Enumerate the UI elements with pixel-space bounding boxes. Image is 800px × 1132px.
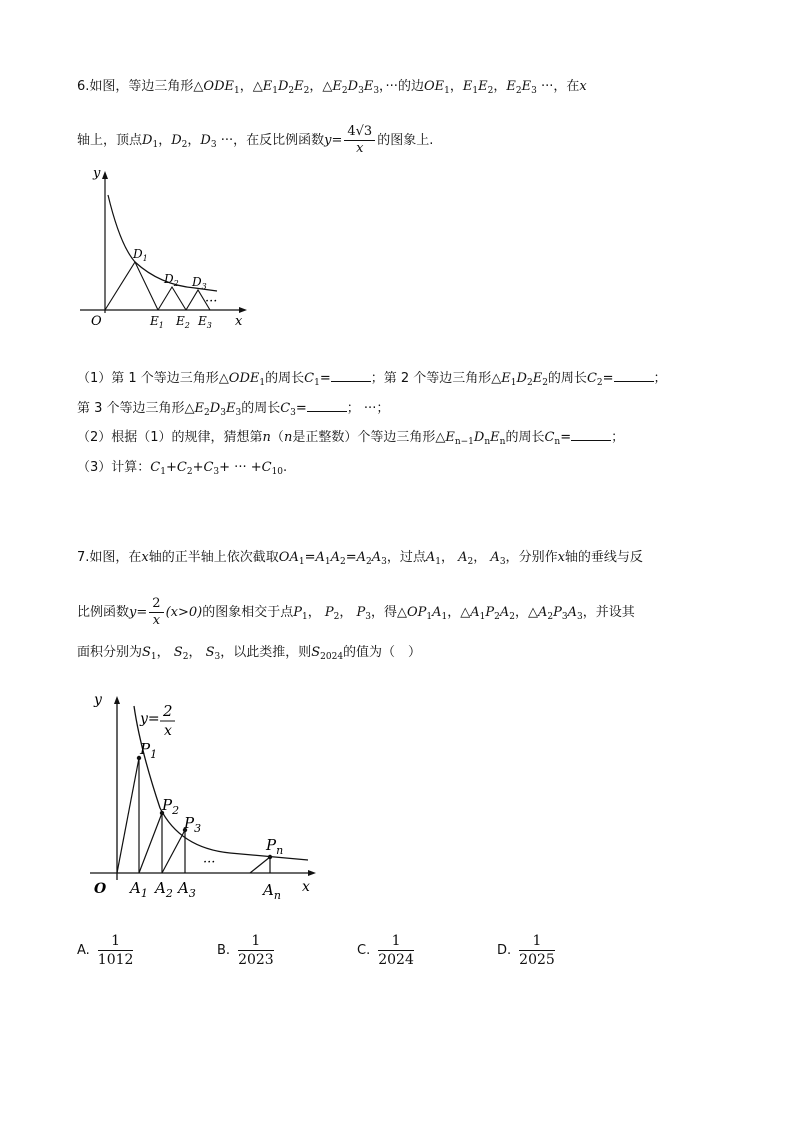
q6-line-2: 轴上，顶点$D_1$，$D_2$，$D_3$ ···，在反比例函数y= $\frac{4√3}{x}$ 的图象上.	[77, 124, 434, 156]
q7-fig-label-a1: $A_1$	[130, 879, 148, 900]
q7-option-b[interactable]	[217, 932, 276, 969]
q6-figure	[75, 165, 255, 335]
option-b-fraction: $\frac{1}{2023}$	[238, 933, 274, 968]
q6-fig-label-x: x	[235, 314, 243, 329]
q6-blank-c3[interactable]	[307, 399, 347, 412]
q7-figure	[80, 688, 330, 913]
option-d-label: D.	[497, 943, 512, 958]
q6-fig-label-e2: $E_2$	[176, 314, 190, 330]
q7-function-fraction: $\frac{2}{x}$	[149, 596, 163, 629]
q6-fig-label-d1: $D_1$	[133, 247, 148, 263]
q6-fig-label-y: y	[93, 166, 101, 181]
option-c-label: C.	[357, 943, 371, 958]
q6-fig-label-d3: $D_3$	[192, 275, 207, 291]
q6-line-1: 6.如图，等边三角形$\triangle ODE_1$，$\triangle E_1D_2E_2$，$\triangle E_2D_3E_3$，···的边$OE_1$，$E_1E_2$，$E_2E_3$ ···，在x	[77, 79, 587, 96]
option-c-fraction: $\frac{1}{2024}$	[378, 933, 414, 968]
q7-fig-label-x: x	[302, 879, 310, 895]
option-a-label: A.	[77, 943, 90, 958]
q6-blank-c1[interactable]	[331, 369, 371, 382]
q6-fig-ellipsis: ···	[205, 294, 218, 309]
q6-fig-label-o: O	[91, 314, 102, 329]
q7-fig-func-num: 2	[163, 702, 173, 720]
q7-fig-label-p2: $P_2$	[162, 796, 180, 817]
q7-fig-label-an: $A_n$	[263, 881, 281, 902]
option-d-fraction: $\frac{1}{2025}$	[519, 933, 555, 968]
q7-fig-func-y: y=	[140, 711, 160, 727]
q6-part2: （2）根据（1）的规律，猜想第n（n是正整数）个等边三角形$\triangle E_{n-1}D_nE_n$的周长$C_n=$ ；	[77, 430, 625, 447]
option-b-label: B.	[217, 943, 231, 958]
option-a-fraction: $\frac{1}{1012}$	[97, 933, 134, 968]
q7-fig-label-pn: $P_n$	[266, 836, 284, 857]
q6-fig-label-e3: $E_3$	[198, 314, 212, 330]
q6-blank-cn[interactable]	[571, 428, 611, 441]
q6-fig-label-d2: $D_2$	[164, 272, 179, 288]
q7-fig-ellipsis: ···	[203, 855, 216, 870]
q7-fig-label-a3: $A_3$	[178, 879, 196, 900]
q6-part1-line-2: 第 3 个等边三角形$\triangle E_2D_3E_3$的周长$C_3=$ ； ···；	[77, 401, 390, 418]
q6-fig-label-e1: $E_1$	[150, 314, 164, 330]
q7-fig-label-o: O	[94, 881, 107, 897]
q7-option-a[interactable]	[77, 932, 135, 969]
q7-option-d[interactable]	[497, 932, 557, 969]
q6-function-fraction: $\frac{4√3}{x}$	[344, 124, 375, 157]
q6-part1-line-1: （1）第 1 个等边三角形$\triangle ODE_1$的周长$C_1=$ ；第 2 个等边三角形$\triangle E_1D_2E_2$的周长$C_2=$ ；	[77, 371, 667, 388]
q7-fig-func-den: x	[164, 723, 172, 739]
q7-option-c[interactable]	[357, 932, 416, 969]
q7-line-2: 比例函数y= $\frac{2}{x}$ (x>0)的图象相交于点$P_1$， $P_2$， $P_3$，得$\triangle OP_1A_1$，$\triangle A_1P_2A_2$，$\triangle A_2P_3A_3$，并设其	[77, 596, 635, 628]
q6-part3: （3）计算：$C_1+C_2+C_3+$ ··· $+C_{10}$.	[77, 460, 288, 477]
q7-fig-label-a2: $A_2$	[155, 879, 173, 900]
q7-line-3: 面积分别为$S_1$， $S_2$， $S_3$，以此类推，则$S_{2024}$的值为（ ）	[77, 645, 422, 662]
q7-fig-label-p3: $P_3$	[184, 814, 202, 835]
q7-fig-label-y: y	[94, 692, 102, 708]
q7-fig-label-p1: $P_1$	[140, 740, 158, 761]
q6-blank-c2[interactable]	[614, 369, 654, 382]
q7-line-1: 7.如图，在x轴的正半轴上依次截取$OA_1=A_1A_2=A_2A_3$，过点$A_1$， $A_2$， $A_3$，分别作x轴的垂线与反	[77, 550, 643, 567]
